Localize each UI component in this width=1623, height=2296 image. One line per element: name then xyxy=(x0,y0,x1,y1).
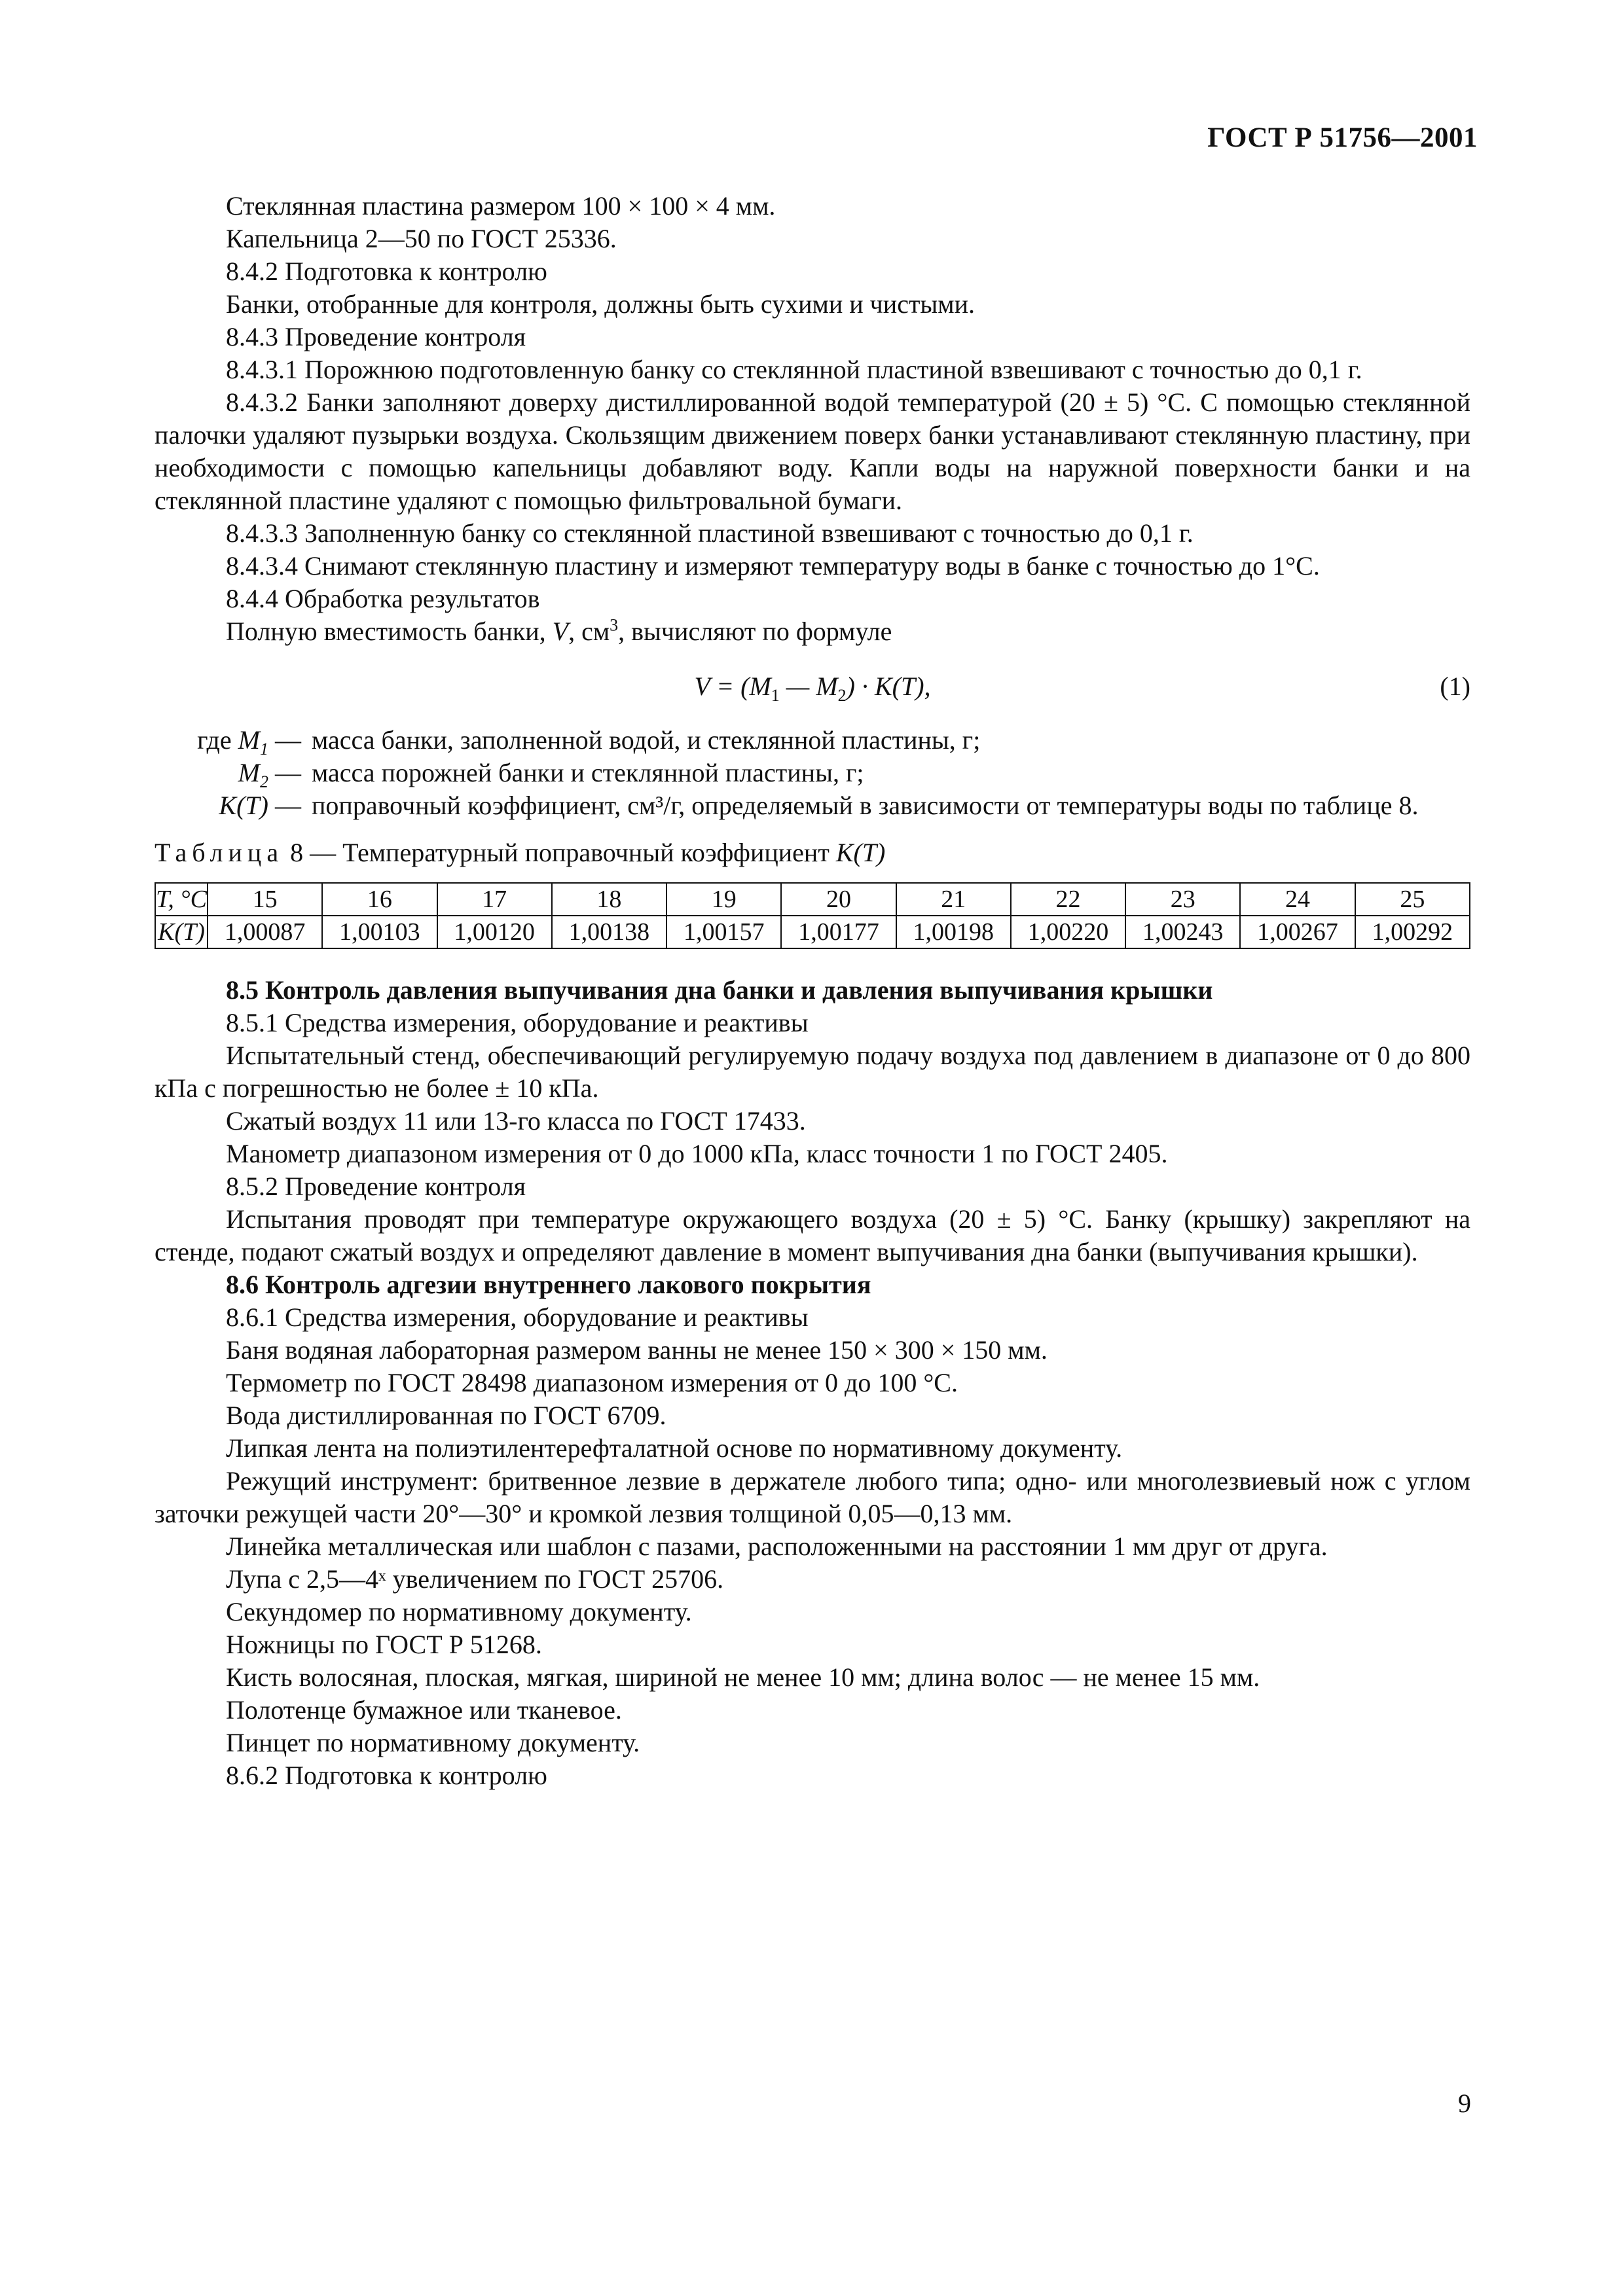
table-cell-temperature: 24 xyxy=(1240,883,1355,916)
table-cell-coefficient: 1,00198 xyxy=(896,916,1011,948)
paragraph: Сжатый воздух 11 или 13-го класса по ГОСТ 17433. xyxy=(226,1106,806,1136)
legend-dash: — xyxy=(268,758,301,787)
volume-symbol: V xyxy=(552,617,569,646)
page-number: 9 xyxy=(1458,2089,1471,2118)
table-cell-coefficient: 1,00292 xyxy=(1355,916,1470,948)
volume-unit: , см xyxy=(568,617,610,646)
table-header-coefficient: K(T) xyxy=(155,916,208,948)
legend-row xyxy=(155,757,1470,789)
document-body xyxy=(155,190,1470,1792)
legend-symbol-sub: 1 xyxy=(260,740,268,759)
paragraph: 8.6.2 Подготовка к контролю xyxy=(226,1761,547,1790)
table-cell-temperature: 15 xyxy=(208,883,322,916)
paragraph: Линейка металлическая или шаблон с пазами, расположенными на расстоянии 1 мм друг от друга. xyxy=(226,1532,1328,1561)
legend-row xyxy=(155,789,1470,822)
table-cell-temperature: 19 xyxy=(666,883,781,916)
formula-rest: ) · K(T), xyxy=(846,672,931,701)
table-cell-coefficient: 1,00177 xyxy=(781,916,896,948)
table-caption-text: 8 — Температурный поправочный коэффициент xyxy=(283,838,836,867)
paragraph: Ножницы по ГОСТ Р 51268. xyxy=(226,1630,542,1659)
table-row-temperature xyxy=(155,883,1470,916)
legend-row xyxy=(155,724,1470,757)
formula-expression xyxy=(155,670,1470,703)
paragraph: 8.5 Контроль давления выпучивания дна банки и давления выпучивания крышки xyxy=(226,975,1213,1005)
legend-description: масса банки, заполненной водой, и стеклянной пластины, г; xyxy=(312,725,981,755)
formula-mid: — M xyxy=(779,672,838,701)
paragraph: 8.5.1 Средства измерения, оборудование и реактивы xyxy=(226,1008,809,1037)
table-cell-coefficient: 1,00120 xyxy=(437,916,552,948)
paragraph: 8.6.1 Средства измерения, оборудование и реактивы xyxy=(226,1302,809,1332)
table-cell-coefficient: 1,00138 xyxy=(552,916,666,948)
paragraph: Испытания проводят при температуре окружающего воздуха (20 ± 5) °С. Банку (крышку) закрепляют на стенде, подают сжатый воздух и определяют давление в момент выпучивания дна банки (выпучивания крышки). xyxy=(155,1204,1470,1266)
paragraph: Режущий инструмент: бритвенное лезвие в держателе любого типа; одно- или многолезвиевый нож с углом заточки режущей части 20°—30° и кромкой лезвия толщиной 0,05—0,13 мм. xyxy=(155,1466,1470,1528)
paragraph: 8.4.4 Обработка результатов xyxy=(226,584,540,613)
volume-intro xyxy=(155,615,1470,648)
paragraph: Липкая лента на полиэтилентерефталатной основе по нормативному документу. xyxy=(226,1433,1123,1463)
paragraph: 8.4.3.1 Порожнюю подготовленную банку со стеклянной пластиной взвешивают с точностью до 0,1 г. xyxy=(226,355,1362,384)
paragraph: Баня водяная лабораторная размером ванны не менее 150 × 300 × 150 мм. xyxy=(226,1335,1048,1365)
legend-dash: — xyxy=(268,791,301,820)
section-8-4-text xyxy=(155,190,1470,615)
legend-symbol xyxy=(155,757,312,789)
paragraph: 8.4.2 Подготовка к контролю xyxy=(226,257,547,286)
volume-unit-exponent: 3 xyxy=(610,615,619,635)
table-cell-coefficient: 1,00157 xyxy=(666,916,781,948)
table-cell-coefficient: 1,00103 xyxy=(322,916,437,948)
paragraph: 8.4.3.2 Банки заполняют доверху дистиллированной водой температурой (20 ± 5) °С. С помощью стеклянной палочки удаляют пузырьки воздуха. Скользящим движением поверх банки устанавливают стеклянную пластину, при необходимости с помощью капельницы добавляют воду. Капли воды на наружной поверхности банки и на стеклянной пластине удаляют с помощью фильтровальной бумаги. xyxy=(155,387,1470,515)
table-cell-temperature: 22 xyxy=(1011,883,1125,916)
paragraph: Испытательный стенд, обеспечивающий регулируемую подачу воздуха под давлением в диапазоне от 0 до 800 кПа с погрешностью не более ± 10 кПа. xyxy=(155,1041,1470,1103)
paragraph: Секундомер по нормативному документу. xyxy=(226,1597,692,1626)
table-caption-symbol: K(T) xyxy=(835,838,886,867)
paragraph: 8.5.2 Проведение контроля xyxy=(226,1172,526,1201)
legend-symbol xyxy=(155,724,312,757)
volume-intro-tail: , вычисляют по формуле xyxy=(618,617,892,646)
table-cell-coefficient: 1,00220 xyxy=(1011,916,1125,948)
formula-legend xyxy=(155,724,1470,822)
paragraph: 8.4.3.3 Заполненную банку со стеклянной пластиной взвешивают с точностью до 0,1 г. xyxy=(226,518,1194,548)
document-header: ГОСТ Р 51756—2001 xyxy=(1207,122,1478,153)
legend-description: масса порожней банки и стеклянной пластины, г; xyxy=(312,758,864,787)
formula-1 xyxy=(155,657,1470,720)
paragraph: Лупа с 2,5—4ˣ увеличением по ГОСТ 25706. xyxy=(226,1564,724,1594)
table-cell-coefficient: 1,00243 xyxy=(1125,916,1240,948)
table-cell-temperature: 25 xyxy=(1355,883,1470,916)
formula-number: (1) xyxy=(1440,672,1470,701)
legend-symbol-name: M xyxy=(238,758,260,787)
table-cell-temperature: 16 xyxy=(322,883,437,916)
formula-lhs: V = (M xyxy=(694,672,771,701)
legend-symbol-name: M xyxy=(238,725,260,755)
paragraph: Капельница 2—50 по ГОСТ 25336. xyxy=(226,224,617,253)
volume-intro-text: Полную вместимость банки, xyxy=(226,617,553,646)
paragraph: Полотенце бумажное или тканевое. xyxy=(226,1695,622,1725)
table-cell-temperature: 18 xyxy=(552,883,666,916)
paragraph: Манометр диапазоном измерения от 0 до 1000 кПа, класс точности 1 по ГОСТ 2405. xyxy=(226,1139,1168,1168)
paragraph: 8.6 Контроль адгезии внутреннего лакового покрытия xyxy=(226,1270,871,1299)
table-cell-coefficient: 1,00087 xyxy=(208,916,322,948)
paragraph: Пинцет по нормативному документу. xyxy=(226,1728,640,1757)
legend-symbol-name: K(T) xyxy=(219,791,268,820)
table-row-coefficient xyxy=(155,916,1470,948)
paragraph: Стеклянная пластина размером 100 × 100 × 4 мм. xyxy=(226,191,776,221)
legend-symbol-sub: 2 xyxy=(260,772,268,791)
table-header-temperature: T, °С xyxy=(155,883,208,916)
paragraph: Термометр по ГОСТ 28498 диапазоном измерения от 0 до 100 °С. xyxy=(226,1368,958,1397)
table-cell-temperature: 17 xyxy=(437,883,552,916)
table-cell-temperature: 23 xyxy=(1125,883,1240,916)
formula-sub2: 2 xyxy=(837,686,847,705)
table-cell-temperature: 21 xyxy=(896,883,1011,916)
table-caption xyxy=(155,836,1470,869)
paragraph: Вода дистиллированная по ГОСТ 6709. xyxy=(226,1401,666,1430)
legend-symbol xyxy=(155,789,312,822)
paragraph: 8.4.3.4 Снимают стеклянную пластину и измеряют температуру воды в банке с точностью до 1°С. xyxy=(226,551,1320,581)
table-cell-coefficient: 1,00267 xyxy=(1240,916,1355,948)
correction-table xyxy=(155,882,1470,949)
paragraph: Банки, отобранные для контроля, должны быть сухими и чистыми. xyxy=(226,289,976,319)
table-caption-label: Таблица xyxy=(155,838,284,867)
table-cell-temperature: 20 xyxy=(781,883,896,916)
legend-dash: — xyxy=(268,725,301,755)
legend-description: поправочный коэффициент, см³/г, определяемый в зависимости от температуры воды по таблице 8. xyxy=(312,791,1419,820)
section-8-5-8-6-text xyxy=(155,974,1470,1792)
formula-sub1: 1 xyxy=(771,686,780,705)
paragraph: Кисть волосяная, плоская, мягкая, шириной не менее 10 мм; длина волос — не менее 15 мм. xyxy=(226,1662,1260,1692)
paragraph: 8.4.3 Проведение контроля xyxy=(226,322,526,351)
legend-prefix: где xyxy=(197,725,238,755)
